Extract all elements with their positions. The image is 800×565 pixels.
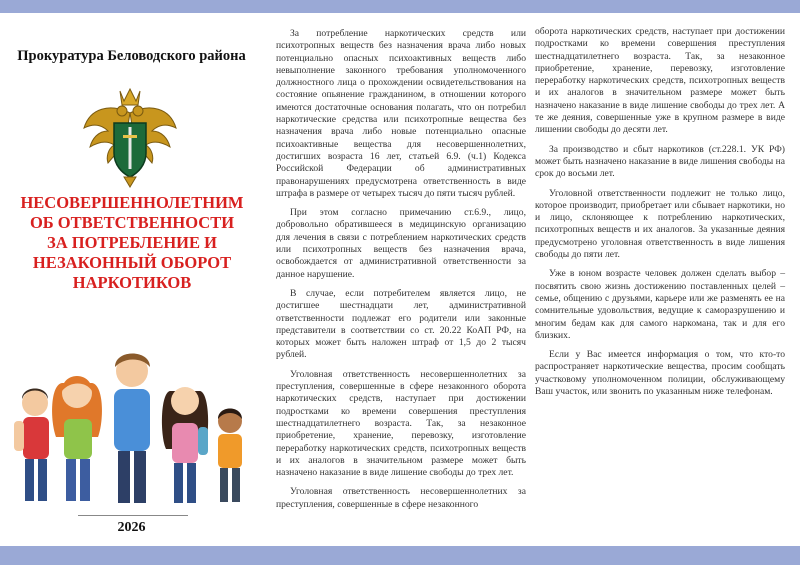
- headline-line: НАРКОТИКОВ: [72, 273, 192, 292]
- headline-line: ЗА ПОТРЕБЛЕНИЕ И: [47, 233, 217, 252]
- paragraph: оборота наркотических средств, наступает при достижении подростками ко времени совершения преступления шестнадцатилетнего возраста. Так, за незаконное приобретение, хранение, перевозку, изготовление переработку наркотических средств, психотропных веществ и их аналогов в значительном размере может быть назначено наказание в виде лишение свободы до трех лет. А те же деяния, совершенные уже в крупном размере в виде лишении свободы до десяти лет.: [535, 26, 785, 136]
- middle-panel: [276, 13, 526, 546]
- leaflet-page: [0, 13, 800, 546]
- text-column: [276, 13, 526, 511]
- paragraph: Уголовная ответственность несовершеннолетних за преступления, совершенные в сфере незаконного: [276, 486, 526, 510]
- child-figure-5: [218, 409, 242, 503]
- paragraph: За производство и сбыт наркотиков (ст.228.1. УК РФ) может быть назначено наказание в виде лишения свободы на срок до восьми лет.: [535, 143, 785, 180]
- organization-name: Прокуратура Беловодского района: [17, 48, 246, 64]
- headline-line: НЕЗАКОННЫЙ ОБОРОТ: [32, 253, 232, 272]
- children-illustration: [10, 341, 253, 511]
- paragraph: Уголовная ответственность несовершеннолетних за преступления, совершенные в сфере незаконного оборота наркотических средств, наступает при достижении подростками ко времени совершения преступления шестнадцатилетнего возраста. Так, за незаконное приобретение, хранение, перевозку, изготовление переработку наркотических средств, психотропных веществ и их аналогов в значительном размере может быть назначено наказание в виде лишение свободы до трех лет.: [276, 368, 526, 479]
- paragraph: При этом согласно примечанию ст.6.9., лицо, добровольно обратившееся в медицинскую организацию для лечения в связи с потреблением наркотических средств или психотропных веществ без назначения врача, освобождается от административной ответственности за данное нарушение.: [276, 207, 526, 280]
- bottom-band: [0, 546, 800, 565]
- headline-line: ОБ ОТВЕТСТВЕННОСТИ: [29, 213, 235, 232]
- child-figure-3: [114, 354, 150, 504]
- year: 2026: [117, 520, 146, 535]
- paragraph: Если у Вас имеется информация о том, что кто-то распространяет наркотические вещества, просим сообщать участковому уполномоченном полиции, обслуживающему Ваш участок, или звонить по указанным ниже телефонам.: [535, 349, 785, 398]
- top-band: [0, 0, 800, 13]
- year-divider: [78, 515, 188, 516]
- cover-panel: [0, 13, 263, 546]
- headline: [8, 193, 256, 293]
- paragraph: В случае, если потребителем является лицо, не достигшее шестнадцати лет, административной ответственности подлежат его родители или законные представители в соответствии со ст. 20.22 КоАП РФ, на которых может быть наложен штраф от 1,5 до 2 тысяч рублей.: [276, 287, 526, 361]
- paragraph: За потребление наркотических средств или психотропных веществ без назначения врача либо новых потенциально опасных психоактивных веществ либо невыполнение законного требования уполномоченного должностного лица о прохождении освидетельствования на состояние опьянение гражданином, в отношении которого имеются достаточные основания полагать, что он потребил наркотические средства или психотропные вещества без назначения врача либо новые потенциально опасные психоактивные вещества для несовершеннолетних, достигших возраста 16 лет, статьей 6.9. (ч.1) Кодекса Российской Федерации об административных правонарушениях предусмотрена ответственность в виде штрафа в размере от четырех тысяч до пяти тысяч рублей.: [276, 28, 526, 199]
- paragraph: Уже в юном возрасте человек должен сделать выбор – посвятить свою жизнь достижению поставленных целей – семье, общению с друзьями, карьере или же разменять ее на сомнительные удовольствия, ведущие к саморазрушению и многим бедам как для самого наркомана, так и для его близких.: [535, 268, 785, 341]
- text-column: [535, 13, 785, 398]
- child-figure-4: [162, 387, 208, 503]
- child-figure-2: [52, 376, 102, 501]
- paragraph: Уголовной ответственности подлежит не только лицо, которое производит, приобретает или сбывает наркотики, но и лицо, склоняющее к потреблению наркотических, психотропных веществ и их аналогов. За указанные деяния предусмотрено уголовная ответственность в виде лишения свободы до пяти лет.: [535, 187, 785, 261]
- child-figure-1: [14, 389, 49, 502]
- prosecutor-emblem-icon: [80, 83, 180, 188]
- right-panel: [535, 13, 785, 546]
- headline-line: НЕСОВЕРШЕННОЛЕТНИМ: [20, 193, 244, 212]
